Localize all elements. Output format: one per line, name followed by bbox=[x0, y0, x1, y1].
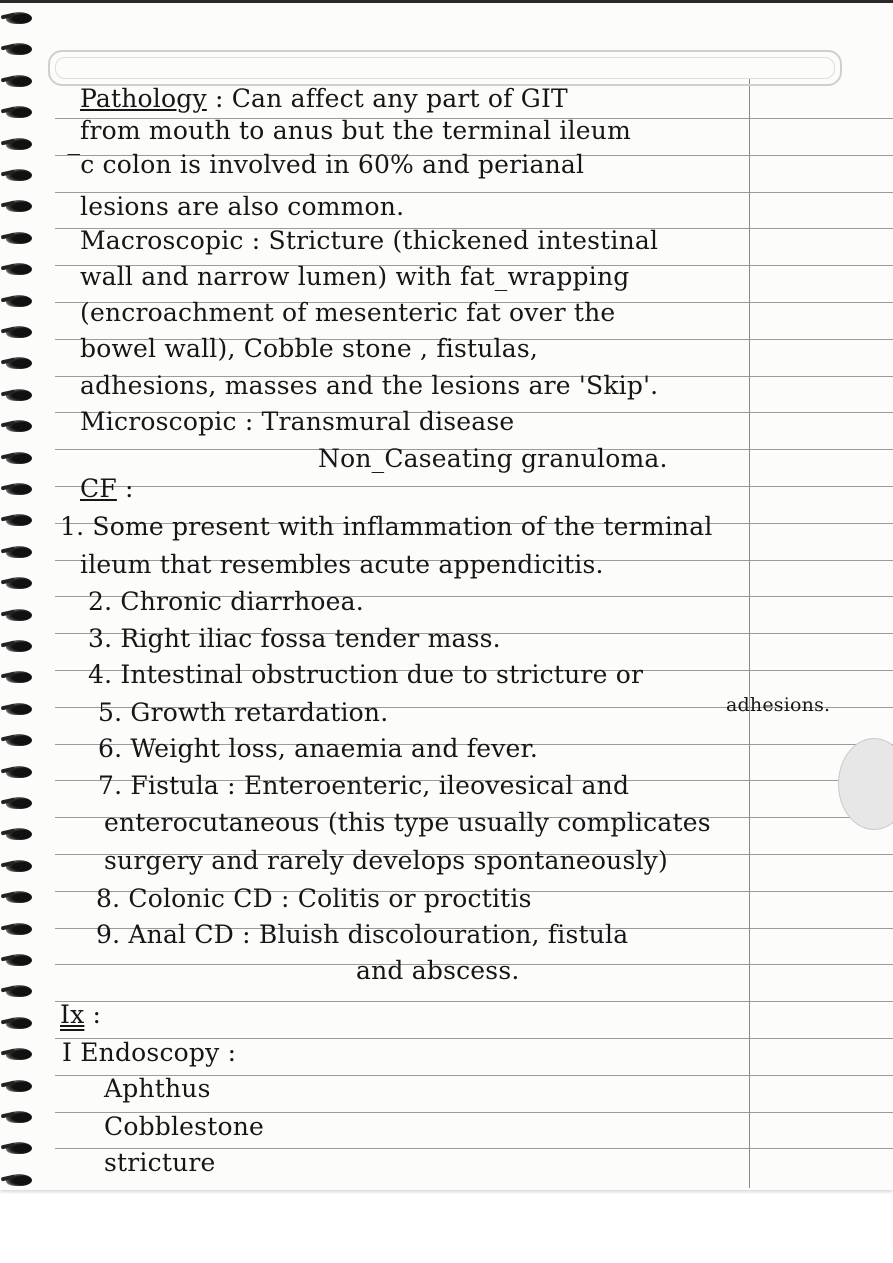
cf-item-7-cont-2: surgery and rarely develops spontaneously) bbox=[104, 846, 668, 875]
ix-item-endoscopy: I Endoscopy : bbox=[62, 1038, 237, 1067]
cf-item-4: 4. Intestinal obstruction due to stricture or bbox=[88, 660, 644, 689]
cf-item-7: 7. Fistula : Enteroenteric, ileovesical and bbox=[98, 771, 630, 800]
cf-heading-line bbox=[80, 474, 134, 504]
pathology-line-2: from mouth to anus but the terminal ileum bbox=[80, 116, 632, 145]
pathology-text: : Can affect any part of GIT bbox=[214, 84, 568, 113]
binding-ring bbox=[6, 1142, 32, 1154]
macroscopic-line-4: bowel wall), Cobble stone , fistulas, bbox=[80, 334, 539, 363]
cf-item-7-cont-1: enterocutaneous (this type usually complicates bbox=[104, 808, 711, 837]
macroscopic-line-1: Macroscopic : Stricture (thickened intestinal bbox=[80, 226, 659, 255]
binding-ring bbox=[6, 389, 32, 401]
binding-ring bbox=[6, 797, 32, 809]
binding-ring bbox=[6, 43, 32, 55]
binding-ring bbox=[6, 483, 32, 495]
binding-ring bbox=[6, 671, 32, 683]
microscopic-line-2: Non_Caseating granuloma. bbox=[318, 444, 668, 473]
cf-item-2: 2. Chronic diarrhoea. bbox=[88, 587, 364, 616]
cf-item-6: 6. Weight loss, anaemia and fever. bbox=[98, 734, 539, 763]
cf-item-4-cont: adhesions. bbox=[726, 694, 831, 716]
cf-item-1: 1. Some present with inflammation of the terminal bbox=[60, 512, 713, 541]
binding-ring bbox=[6, 326, 32, 338]
ruled-line bbox=[55, 486, 893, 487]
header-ornament-frame bbox=[48, 50, 842, 86]
cf-item-3: 3. Right iliac fossa tender mass. bbox=[88, 624, 501, 653]
spiral-binding bbox=[0, 0, 50, 1190]
binding-ring bbox=[6, 263, 32, 275]
binding-ring bbox=[6, 1048, 32, 1060]
binding-ring bbox=[6, 860, 32, 872]
cf-heading: CF bbox=[80, 474, 117, 503]
binding-ring bbox=[6, 295, 32, 307]
macroscopic-line-2: wall and narrow lumen) with fat_wrapping bbox=[80, 262, 630, 291]
binding-ring bbox=[6, 420, 32, 432]
binding-ring bbox=[6, 1111, 32, 1123]
binding-ring bbox=[6, 734, 32, 746]
ix-heading: Ix bbox=[60, 1000, 85, 1029]
binding-ring bbox=[6, 828, 32, 840]
pathology-heading: Pathology bbox=[80, 84, 207, 113]
binding-ring bbox=[6, 1080, 32, 1092]
binding-ring bbox=[6, 546, 32, 558]
binding-ring bbox=[6, 766, 32, 778]
binding-ring bbox=[6, 923, 32, 935]
binding-ring bbox=[6, 891, 32, 903]
binding-ring bbox=[6, 640, 32, 652]
binding-ring bbox=[6, 232, 32, 244]
binding-ring bbox=[6, 75, 32, 87]
binding-ring bbox=[6, 514, 32, 526]
binding-ring bbox=[6, 169, 32, 181]
pathology-line-3: ̅c colon is involved in 60% and perianal bbox=[80, 150, 585, 179]
ix-colon: : bbox=[92, 1000, 102, 1029]
binding-ring bbox=[6, 106, 32, 118]
ruled-line bbox=[55, 1001, 893, 1002]
binding-ring bbox=[6, 1174, 32, 1186]
margin-line bbox=[749, 78, 750, 1188]
microscopic-line-1: Microscopic : Transmural disease bbox=[80, 407, 515, 436]
binding-ring bbox=[6, 138, 32, 150]
binding-ring bbox=[6, 12, 32, 24]
ix-subitem-2: Cobblestone bbox=[104, 1112, 265, 1141]
binding-ring bbox=[6, 577, 32, 589]
cf-colon: : bbox=[125, 474, 134, 503]
binding-ring bbox=[6, 1017, 32, 1029]
cf-item-1-cont: ileum that resembles acute appendicitis. bbox=[80, 550, 604, 579]
binding-ring bbox=[6, 452, 32, 464]
pathology-line-4: lesions are also common. bbox=[80, 192, 405, 221]
cf-item-5: 5. Growth retardation. bbox=[98, 698, 389, 727]
binding-ring bbox=[6, 357, 32, 369]
cf-item-9-cont: and abscess. bbox=[356, 956, 520, 985]
macroscopic-line-3: (encroachment of mesenteric fat over the bbox=[80, 298, 616, 327]
macroscopic-line-5: adhesions, masses and the lesions are 'Skip'. bbox=[80, 371, 659, 400]
binding-ring bbox=[6, 985, 32, 997]
binding-ring bbox=[6, 200, 32, 212]
binding-ring bbox=[6, 703, 32, 715]
ix-heading-line bbox=[60, 1000, 101, 1030]
cf-item-8: 8. Colonic CD : Colitis or proctitis bbox=[96, 884, 532, 913]
pathology-line-1 bbox=[80, 84, 568, 114]
binding-ring bbox=[6, 954, 32, 966]
cf-item-9: 9. Anal CD : Bluish discolouration, fistula bbox=[96, 920, 629, 949]
ix-subitem-1: Aphthus bbox=[104, 1074, 211, 1103]
binding-ring bbox=[6, 609, 32, 621]
ix-subitem-3: stricture bbox=[104, 1148, 216, 1177]
